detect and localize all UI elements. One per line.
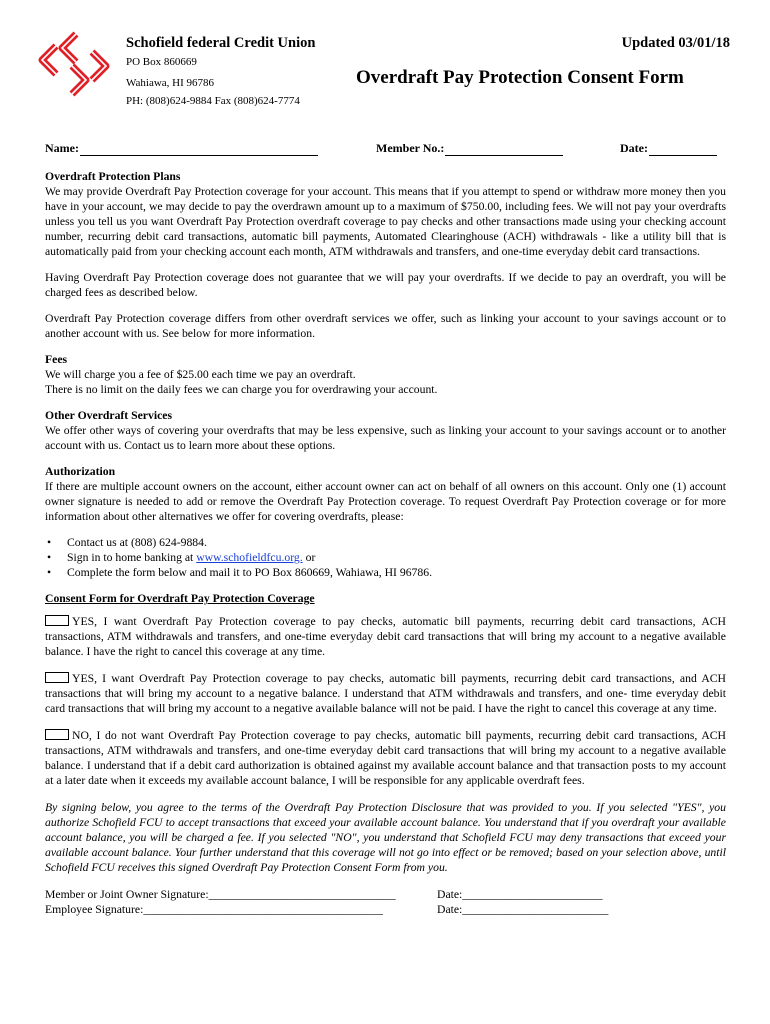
- date-line[interactable]: [649, 143, 717, 156]
- member-signature-field[interactable]: Member or Joint Owner Signature:________________________________: [45, 888, 396, 901]
- authorization-heading: Authorization: [45, 465, 116, 478]
- contact-options-list: [45, 535, 726, 580]
- member-no-line[interactable]: [445, 143, 563, 156]
- phone-fax: PH: (808)624-9884 Fax (808)624-7774: [126, 95, 300, 107]
- address-line-1: PO Box 860669: [126, 56, 197, 68]
- other-services-heading: Other Overdraft Services: [45, 409, 173, 422]
- member-no-label: Member No.:: [376, 141, 445, 155]
- bullet-icon: •: [47, 551, 52, 564]
- name-line[interactable]: [80, 143, 318, 156]
- home-banking-or: or: [302, 551, 316, 564]
- home-banking-text: Sign in to home banking at: [67, 551, 197, 564]
- employee-signature-field[interactable]: Employee Signature:_________________________________________: [45, 903, 383, 916]
- plans-paragraph-2: Having Overdraft Pay Protection coverage does not guarantee that we will pay your overdrafts. If we decide to pay an overdraft, you will be charged fees as described below.: [45, 271, 726, 299]
- authorization-paragraph: If there are multiple account owners on the account, either account owner can act on behalf of all owners on this account. Only one (1) account owner signature is needed to add or remove the Overdraft Pay Protection coverage. To request Overdraft Pay Protection coverage or for more information about other alternatives we offer for covering overdrafts, please:: [45, 480, 726, 523]
- signature-disclaimer: By signing below, you agree to the terms of the Overdraft Pay Protection Disclosure that was provided to you. If you selected "YES", you authorize Schofield FCU to accept transactions that exceed your available account balance. You understand that if you overdraft your available account balance, you will be charged a fee. If you selected "NO", you understand that Schofield FCU may deny transactions that exceed your available account balance. Your further understand that this coverage will not go into effect or be removed; based on your selection above, until Schofield FCU receives this signed Overdraft Pay Protection Consent Form from you.: [45, 801, 726, 874]
- list-item: [45, 535, 726, 550]
- employee-date-field[interactable]: Date:_________________________: [437, 903, 609, 916]
- fees-line-2: There is no limit on the daily fees we can charge you for overdrawing your account.: [45, 383, 438, 396]
- name-field[interactable]: [45, 141, 318, 156]
- list-item: [45, 565, 726, 580]
- member-signature-row: [45, 887, 726, 902]
- plans-paragraph-1: We may provide Overdraft Pay Protection coverage for your account. This means that if you attempt to spend or withdraw more money then you have in your account, we may decide to pay the overdrawn amount up to a maximum of $750.00, including fees. We will not pay your overdrafts unless you tell us you want Overdraft Pay Protection overdraft coverage to pay checks and other transactions made using your checking account number, recurring debit card transactions, automatic bill payments, Automated Clearinghouse (ACH) withdrawals - like a utility bill that is automatically paid from your checking account each month, ATM withdrawals and transfers, and one-time everyday debit card transactions.: [45, 185, 726, 258]
- home-banking-link[interactable]: www.schofieldfcu.org.: [196, 551, 303, 564]
- credit-union-logo: [32, 28, 114, 98]
- contact-phone-text: Contact us at (808) 624-9884.: [67, 536, 207, 549]
- date-label: Date:: [620, 141, 648, 155]
- yes-all-checkbox[interactable]: [45, 615, 69, 626]
- fees-heading: Fees: [45, 353, 68, 366]
- plans-heading: Overdraft Protection Plans: [45, 170, 181, 183]
- fees-line-1: We will charge you a fee of $25.00 each time we pay an overdraft.: [45, 368, 356, 381]
- date-field[interactable]: [620, 141, 717, 156]
- updated-date: Updated 03/01/18: [621, 35, 730, 51]
- option-no: [45, 728, 726, 788]
- member-date-field[interactable]: Date:________________________: [437, 888, 603, 901]
- option-yes-limited-text: YES, I want Overdraft Pay Protection coverage to pay checks, automatic bill payments, recurring debit card transactions, and ACH transactions that will bring my account to a negative balance. I understand that ATM withdrawals and transfers, and one- time everyday debit card transactions that will bring my account to a negative available balance will not be paid. I have the right to cancel this coverage at any time.: [45, 672, 726, 715]
- option-yes-all: [45, 614, 726, 659]
- org-name: Schofield federal Credit Union: [126, 35, 316, 51]
- option-no-text: NO, I do not want Overdraft Pay Protection coverage to pay checks, automatic bill payments, recurring debit card transactions, ACH transactions, ATM withdrawals and transfers, and one-time everyday debit card transactions that will bring my account to a negative available balance. I understand that if a debit card authorization is obtained against my available account balance and that transaction posts to my account at a later date when it exceeds my available account balance, I will be responsible for any applicable overdraft fees.: [45, 729, 726, 787]
- form-title: Overdraft Pay Protection Consent Form: [356, 67, 684, 88]
- name-label: Name:: [45, 141, 79, 155]
- mail-form-text: Complete the form below and mail it to PO Box 860669, Wahiawa, HI 96786.: [67, 566, 432, 579]
- bullet-icon: •: [47, 536, 52, 549]
- yes-limited-checkbox[interactable]: [45, 672, 69, 683]
- no-checkbox[interactable]: [45, 729, 69, 740]
- list-item: [45, 550, 726, 565]
- form-body: [45, 169, 726, 917]
- bullet-icon: •: [47, 566, 52, 579]
- option-yes-all-text: YES, I want Overdraft Pay Protection coverage to pay checks, automatic bill payments, recurring debit card transactions, ACH transactions, ATM withdrawals and transfers, and one-time everyday debit card transactions that will bring my account to a negative available balance. I have the right to cancel this coverage at any time.: [45, 615, 726, 658]
- other-services-paragraph: We offer other ways of covering your overdrafts that may be less expensive, such as linking your account to your savings account or to another account with us. Contact us to learn more about these options.: [45, 424, 726, 452]
- employee-signature-row: [45, 902, 726, 917]
- member-no-field[interactable]: [376, 141, 563, 156]
- plans-paragraph-3: Overdraft Pay Protection coverage differs from other overdraft services we offer, such as linking your account to your savings account or to another account with us. See below for more information.: [45, 312, 726, 340]
- address-line-2: Wahiawa, HI 96786: [126, 77, 215, 89]
- consent-heading: Consent Form for Overdraft Pay Protection Coverage: [45, 592, 315, 605]
- option-yes-limited: [45, 671, 726, 716]
- member-info-row: [45, 141, 724, 157]
